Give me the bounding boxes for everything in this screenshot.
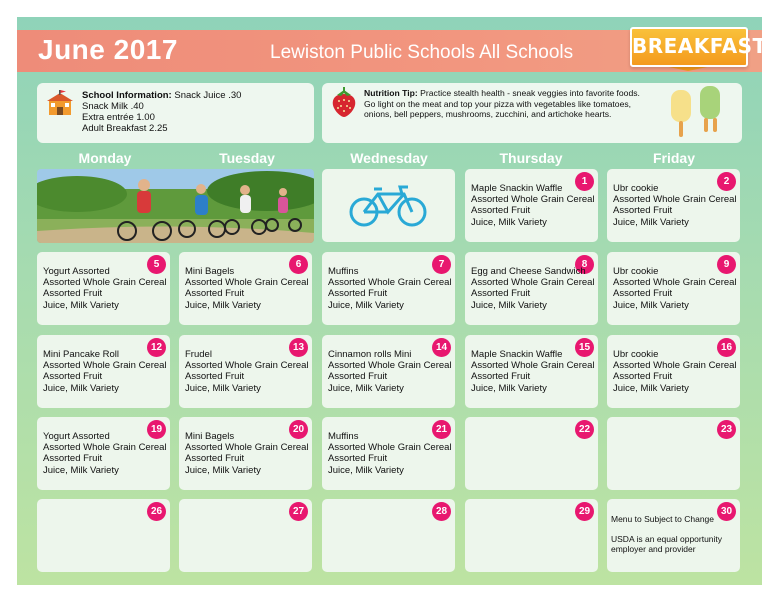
menu-item: Assorted Fruit xyxy=(613,288,673,300)
date-badge: 30 xyxy=(717,502,736,521)
menu-item: Assorted Fruit xyxy=(471,288,531,300)
menu-item: Assorted Fruit xyxy=(471,371,531,383)
menu-item: Muffins xyxy=(328,431,359,442)
menu-item: Egg and Cheese Sandwich xyxy=(471,266,586,277)
menu-item: Assorted Whole Grain Cereal xyxy=(328,277,452,289)
menu-item: Cinnamon rolls Mini xyxy=(328,349,412,360)
menu-item: Juice, Milk Variety xyxy=(185,299,261,311)
menu-item: Juice, Milk Variety xyxy=(185,382,261,394)
tip-label: Nutrition Tip: xyxy=(364,88,418,98)
menu-change-notice: Menu to Subject to Change xyxy=(611,514,715,524)
date-badge: 13 xyxy=(289,338,308,357)
menu-item: Assorted Whole Grain Cereal xyxy=(613,360,737,372)
calendar-cell-day-23 xyxy=(607,417,740,490)
calendar-cell-day-27 xyxy=(179,499,312,572)
menu-item: Yogurt Assorted xyxy=(43,266,110,277)
calendar-cell-day-19 xyxy=(37,417,170,490)
menu-item: Assorted Fruit xyxy=(43,453,103,465)
tip-text: Practice stealth health - sneak veggies into favorite foods. xyxy=(420,88,640,98)
day-header-wednesday: Wednesday xyxy=(350,150,428,166)
date-badge: 27 xyxy=(289,502,308,521)
menu-item: Mini Pancake Roll xyxy=(43,349,120,360)
calendar-cell-day-22 xyxy=(465,417,598,490)
menu-item: Assorted Fruit xyxy=(328,371,388,383)
menu-item: Assorted Whole Grain Cereal xyxy=(328,442,452,454)
menu-item: Juice, Milk Variety xyxy=(613,382,689,394)
breakfast-badge xyxy=(630,27,767,67)
menu-item: Assorted Whole Grain Cereal xyxy=(185,277,309,289)
menu-item: Juice, Milk Variety xyxy=(471,216,547,228)
menu-item: Assorted Fruit xyxy=(185,453,245,465)
date-badge: 1 xyxy=(575,172,594,191)
menu-item: Assorted Whole Grain Cereal xyxy=(471,360,595,372)
menu-item: Assorted Whole Grain Cereal xyxy=(328,360,452,372)
calendar-cell-day-12 xyxy=(37,335,170,408)
school-title: Lewiston Public Schools All Schools xyxy=(270,42,574,63)
menu-item: Assorted Fruit xyxy=(613,205,673,217)
menu-item: Assorted Fruit xyxy=(328,453,388,465)
menu-item: Juice, Milk Variety xyxy=(613,299,689,311)
calendar-cell-day-30 xyxy=(607,499,740,572)
day-header-thursday: Thursday xyxy=(499,150,563,166)
menu-item: Ubr cookie xyxy=(613,266,659,277)
calendar-cell-day-6 xyxy=(179,252,312,325)
date-badge: 14 xyxy=(432,338,451,357)
menu-item: Juice, Milk Variety xyxy=(43,464,119,476)
calendar-cell-day-13 xyxy=(179,335,312,408)
menu-item: Assorted Fruit xyxy=(613,371,673,383)
menu-item: Juice, Milk Variety xyxy=(471,299,547,311)
date-badge: 23 xyxy=(717,420,736,439)
tip-text: onions, bell peppers, mushrooms, zucchini, and artichoke hearts. xyxy=(364,109,612,119)
usda-notice: USDA is an equal opportunity employer and provider xyxy=(611,534,723,554)
menu-item: Maple Snackin Waffle xyxy=(471,183,563,194)
calendar-cell-day-2 xyxy=(607,169,740,242)
date-badge: 12 xyxy=(147,338,166,357)
date-badge: 2 xyxy=(717,172,736,191)
date-badge: 28 xyxy=(432,502,451,521)
menu-item: Assorted Whole Grain Cereal xyxy=(43,442,167,454)
date-badge: 6 xyxy=(289,255,308,274)
date-badge: 29 xyxy=(575,502,594,521)
menu-item: Assorted Whole Grain Cereal xyxy=(471,194,595,206)
strawberry-icon xyxy=(329,86,359,118)
menu-item: Juice, Milk Variety xyxy=(328,464,404,476)
day-header-friday: Friday xyxy=(652,150,695,166)
badge-label: BREAKFAST xyxy=(632,34,767,58)
menu-item: Assorted Fruit xyxy=(185,371,245,383)
bicycle-icon xyxy=(348,182,428,230)
menu-item: Assorted Fruit xyxy=(43,371,103,383)
menu-item: Ubr cookie xyxy=(613,183,659,194)
nutrition-tip-box xyxy=(322,83,742,143)
info-line: Adult Breakfast 2.25 xyxy=(82,123,168,134)
menu-item: Juice, Milk Variety xyxy=(328,299,404,311)
calendar-cell-day-16 xyxy=(607,335,740,408)
calendar-cell-day-28 xyxy=(322,499,455,572)
date-badge: 21 xyxy=(432,420,451,439)
menu-item: Assorted Whole Grain Cereal xyxy=(471,277,595,289)
calendar-cell-day-5 xyxy=(37,252,170,325)
day-header-tuesday: Tuesday xyxy=(219,150,275,166)
menu-item: Juice, Milk Variety xyxy=(43,299,119,311)
menu-item: Assorted Fruit xyxy=(43,288,103,300)
popsicle-icon xyxy=(667,86,727,141)
info-line: Snack Juice .30 xyxy=(174,90,242,101)
menu-item: Juice, Milk Variety xyxy=(328,382,404,394)
calendar-cell-day-15 xyxy=(465,335,598,408)
menu-item: Assorted Whole Grain Cereal xyxy=(43,277,167,289)
menu-item: Frudel xyxy=(185,349,212,360)
menu-item: Assorted Whole Grain Cereal xyxy=(185,360,309,372)
menu-item: Juice, Milk Variety xyxy=(43,382,119,394)
calendar-cell-day-20 xyxy=(179,417,312,490)
menu-item: Assorted Whole Grain Cereal xyxy=(43,360,167,372)
date-badge: 19 xyxy=(147,420,166,439)
menu-item: Mini Bagels xyxy=(185,266,235,277)
menu-item: Maple Snackin Waffle xyxy=(471,349,563,360)
menu-item: Mini Bagels xyxy=(185,431,235,442)
date-badge: 20 xyxy=(289,420,308,439)
date-badge: 16 xyxy=(717,338,736,357)
calendar-cell-day-8 xyxy=(465,252,598,325)
date-badge: 7 xyxy=(432,255,451,274)
school-info-box xyxy=(37,83,314,143)
calendar-cell-day-9 xyxy=(607,252,740,325)
date-badge: 8 xyxy=(575,255,594,274)
date-badge: 15 xyxy=(575,338,594,357)
calendar-cell-empty xyxy=(322,169,455,242)
info-label: School Information: xyxy=(82,90,172,101)
menu-item: Muffins xyxy=(328,266,359,277)
menu-item: Yogurt Assorted xyxy=(43,431,110,442)
calendar-cell-day-7 xyxy=(322,252,455,325)
kids-biking-photo xyxy=(37,169,314,243)
date-badge: 26 xyxy=(147,502,166,521)
menu-item: Assorted Fruit xyxy=(471,205,531,217)
menu-item: Assorted Whole Grain Cereal xyxy=(185,442,309,454)
calendar-cell-day-14 xyxy=(322,335,455,408)
calendar-cell-day-1 xyxy=(465,169,598,242)
menu-item: Ubr cookie xyxy=(613,349,659,360)
day-header-monday: Monday xyxy=(78,150,132,166)
kids-biking-image xyxy=(37,169,314,243)
menu-item: Juice, Milk Variety xyxy=(613,216,689,228)
menu-item: Assorted Whole Grain Cereal xyxy=(613,277,737,289)
tip-text: Go light on the meat and top your pizza with vegetables like tomatoes, xyxy=(364,98,632,109)
menu-item: Assorted Whole Grain Cereal xyxy=(613,194,737,206)
info-line: Extra entrée 1.00 xyxy=(82,112,155,123)
date-badge: 9 xyxy=(717,255,736,274)
menu-item: Assorted Fruit xyxy=(185,288,245,300)
menu-item: Juice, Milk Variety xyxy=(185,464,261,476)
menu-item: Assorted Fruit xyxy=(328,288,388,300)
menu-item: Juice, Milk Variety xyxy=(471,382,547,394)
month-title: June 2017 xyxy=(38,34,178,65)
calendar-cell-day-29 xyxy=(465,499,598,572)
calendar-cell-day-26 xyxy=(37,499,170,572)
date-badge: 5 xyxy=(147,255,166,274)
school-building-icon xyxy=(46,90,74,116)
date-badge: 22 xyxy=(575,420,594,439)
calendar-cell-day-21 xyxy=(322,417,455,490)
info-line: Snack Milk .40 xyxy=(82,101,144,112)
